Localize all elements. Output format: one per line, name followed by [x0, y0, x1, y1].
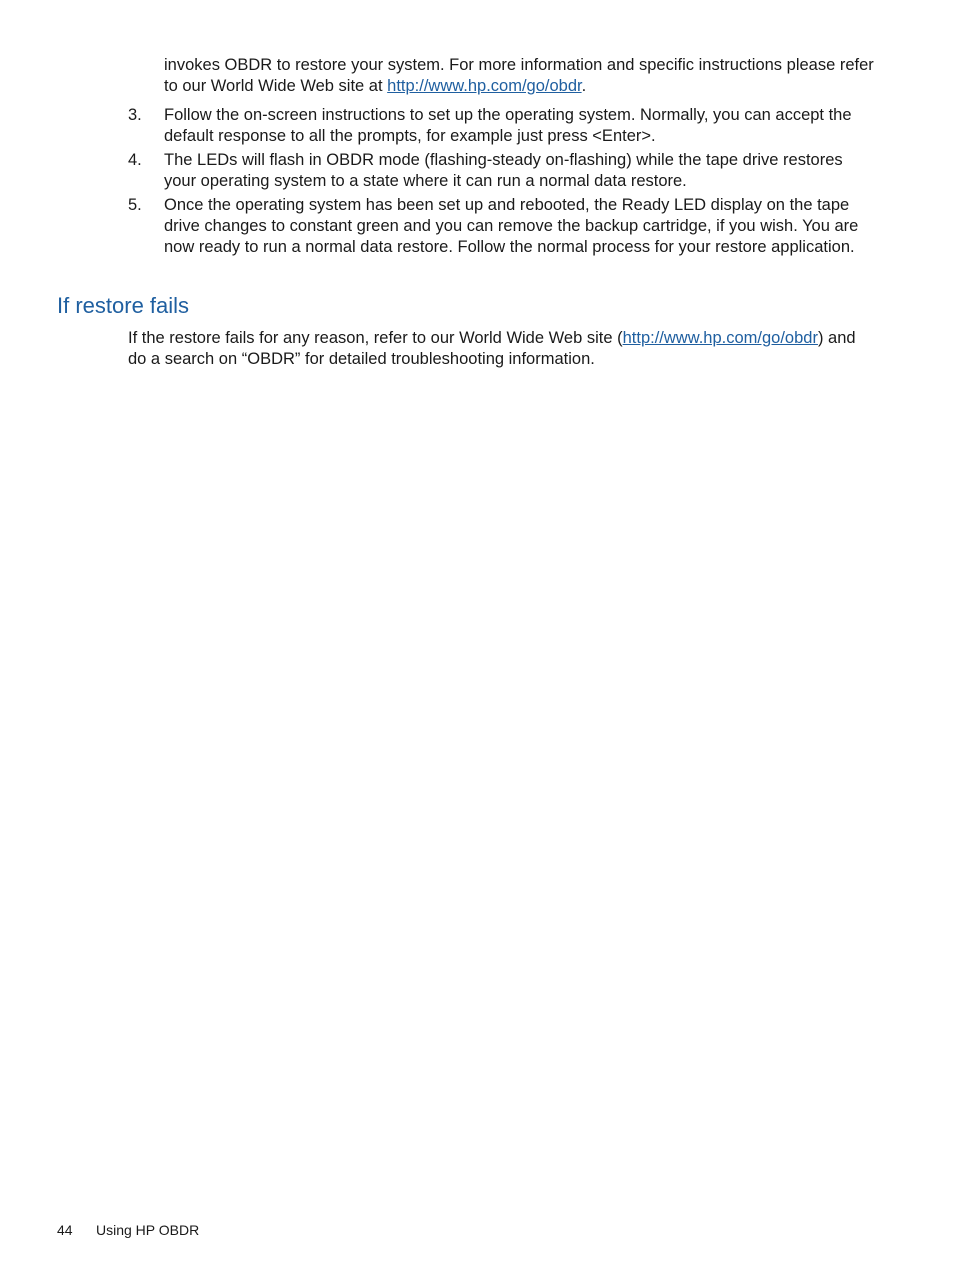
continuation-end: . — [581, 77, 587, 95]
list-item — [128, 195, 874, 258]
step-text: The LEDs will flash in OBDR mode (flashing-steady on-flashing) while the tape drive restores your operating system to a state where it can run a normal data restore. — [164, 151, 843, 190]
step-number: 5. — [128, 196, 142, 214]
section-heading: If restore fails — [57, 293, 190, 318]
section-paragraph — [128, 328, 858, 370]
list-item — [128, 105, 874, 147]
footer-title: Using HP OBDR — [96, 1222, 200, 1238]
step-number: 3. — [128, 106, 142, 124]
step-number: 4. — [128, 151, 142, 169]
troubleshooting-link[interactable]: http://www.hp.com/go/obdr — [622, 329, 818, 347]
continuation-paragraph — [164, 55, 874, 97]
steps-list — [128, 105, 874, 261]
obdr-link[interactable]: http://www.hp.com/go/obdr — [387, 77, 582, 95]
section-text-end: ) and do a search on “OBDR” for detailed troubleshooting information. — [128, 329, 856, 368]
page-number: 44 — [57, 1222, 73, 1238]
step-text: Follow the on-screen instructions to set up the operating system. Normally, you can accept the default response to all the prompts, for example just press <Enter>. — [164, 106, 852, 145]
page-footer — [57, 1222, 199, 1238]
section-text: If the restore fails for any reason, refer to our World Wide Web site ( — [128, 329, 623, 347]
continuation-text: invokes OBDR to restore your system. For more information and specific instructions please refer to our World Wide Web site at — [164, 56, 874, 95]
list-item — [128, 150, 874, 192]
step-text: Once the operating system has been set up and rebooted, the Ready LED display on the tape drive changes to constant green and you can remove the backup cartridge, if you wish. You are now ready to run a normal data restore. Follow the normal process for your restore application. — [164, 196, 859, 256]
